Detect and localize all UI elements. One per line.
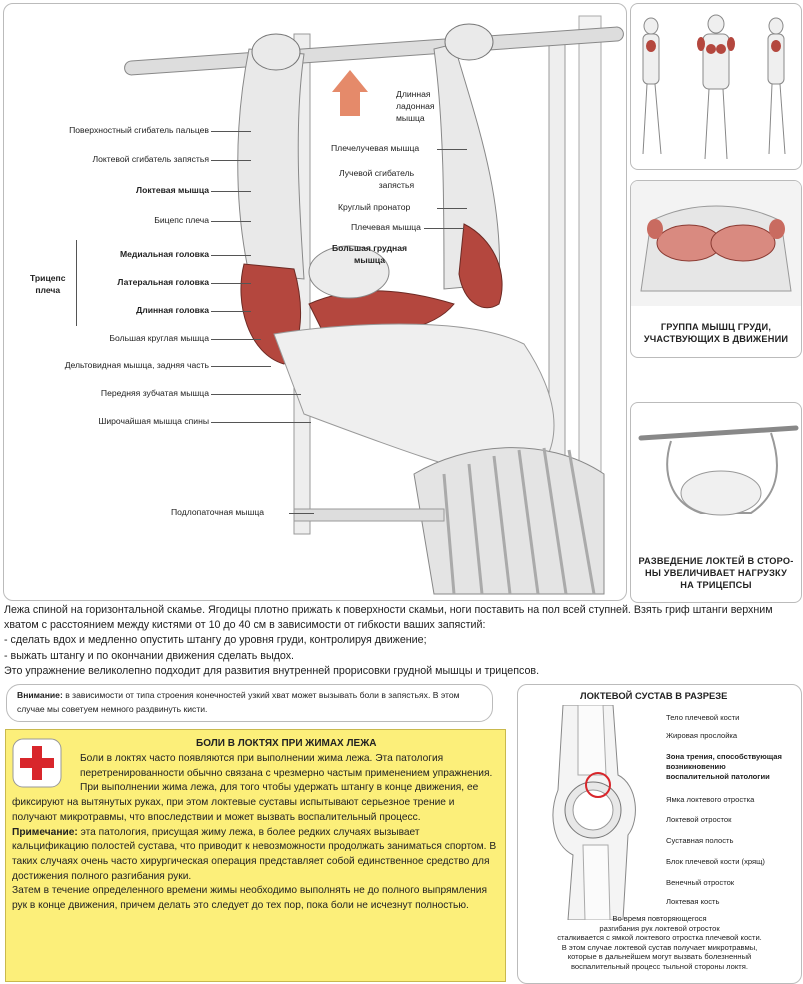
- label-flexor-carpi-ulnaris: Локтевой сгибатель запястья: [92, 154, 209, 164]
- anatomy-figures: [631, 4, 801, 169]
- label-pectoralis-major: Большая грудная мышца: [332, 243, 408, 265]
- pain-paragraph: Затем в течение определенного времени жимы необходимо выполнять не до полного выпрямления рук в конце движения, причем делать это следует до тех пор, пока боли не исчезнут полностью.: [12, 885, 487, 912]
- leader-line: [437, 208, 467, 209]
- leader-line: [211, 160, 251, 161]
- label-flexor-digitorum: Поверхностный сгибатель пальцев: [69, 125, 209, 135]
- label-coronoid-process: Венечный отросток: [666, 878, 735, 887]
- description-step: - сделать вдох и медленно опустить штангу до уровня груди, контролируя движение;: [4, 634, 427, 647]
- bench-press-drawing: [4, 4, 626, 600]
- description-paragraph: Это упражнение великолепно подходит для развития внутренней прорисовки грудной мышцы и трицепсов.: [4, 664, 540, 677]
- label-latissimus: Широчайшая мышца спины: [98, 416, 209, 426]
- label-joint-cavity: Суставная полость: [666, 836, 734, 845]
- pain-paragraph: Боли в локтях часто появляются при выполнении жима лежа. Эта патология перетренированности обычно связана с чрезмерно частым применением упражнения.: [80, 753, 493, 779]
- label-serratus-anterior: Передняя зубчатая мышца: [100, 388, 209, 398]
- label-brachialis: Плечевая мышца: [351, 222, 421, 232]
- muscle-figures-panel: [630, 3, 802, 170]
- triceps-bracket: [76, 240, 77, 326]
- label-triceps: Трицепс плеча: [30, 273, 66, 295]
- leader-line: [211, 422, 311, 423]
- label-anconeus: Локтевая мышца: [136, 185, 209, 195]
- label-biceps: Бицепс плеча: [154, 215, 209, 225]
- label-olecranon-fossa: Ямка локтевого отростка: [666, 795, 755, 804]
- elbow-caption: Во время повторяющегося разгибания рук локтевой отросток сталкивается с ямкой локтевого отростка плечевой кости. В этом случае локтевой сустав получает микротравмы, которые в дальнейшем могут вызвать болезненный воспалительный процесс тыльной стороны локтя.: [557, 914, 762, 971]
- pain-box-body: [12, 752, 498, 914]
- elbow-joint-drawing: [528, 705, 668, 920]
- label-palmaris-longus: Длинная ладонная мышца: [396, 89, 435, 123]
- leader-line: [211, 255, 251, 256]
- elbows-out-panel: [630, 402, 802, 603]
- warning-text: в зависимости от типа строения конечностей узкий хват может вызывать боли в запястьях. В этом случае мы советуем немного раздвинуть кисти.: [17, 690, 460, 714]
- label-ulna: Локтевая кость: [666, 897, 720, 906]
- label-fat-layer: Жировая прослойка: [666, 731, 738, 740]
- up-arrow-icon: [332, 70, 368, 116]
- pain-note: [12, 826, 498, 885]
- pain-box-title: БОЛИ В ЛОКТЯХ ПРИ ЖИМАХ ЛЕЖА: [196, 738, 377, 749]
- leader-line: [211, 221, 251, 222]
- label-posterior-deltoid: Дельтовидная мышца, задняя часть: [64, 360, 209, 370]
- left-hand: [252, 34, 300, 70]
- warning-label: Внимание:: [17, 690, 63, 700]
- left-arm: [238, 49, 304, 279]
- leader-line: [211, 339, 261, 340]
- main-illustration: [3, 3, 627, 601]
- label-pronator-teres: Круглый пронатор: [338, 202, 411, 212]
- elbows-out-caption: РАЗВЕДЕНИЕ ЛОКТЕЙ В СТОРО- НЫ УВЕЛИЧИВАЕТ НАГРУЗКУ НА ТРИЦЕПСЫ: [638, 556, 794, 590]
- label-subscapularis: Подлопаточная мышца: [171, 507, 265, 517]
- elbow-pain-box: [5, 729, 506, 982]
- elbow-cross-section-panel: [517, 684, 802, 984]
- leader-line: [211, 311, 251, 312]
- pain-paragraph: При выполнении жима лежа, для того чтобы удержать штангу в конце движения, ее фиксируют на вытянутых руках, при этом локтевые суставы испытывают серьезное трение и получают микротравмы, что впоследствии и может вызвать воспалительный процесс.: [12, 782, 479, 823]
- exercise-description: [4, 603, 800, 679]
- leader-line: [211, 366, 271, 367]
- warning-note: [6, 684, 493, 722]
- label-flexor-carpi-radialis: Лучевой сгибатель запястья: [339, 168, 415, 190]
- note-label: Примечание:: [12, 826, 78, 838]
- description-step: - выжать штангу и по окончании движения сделать выдох.: [4, 649, 295, 662]
- label-trochlea: Блок плечевой кости (хрящ): [666, 857, 765, 866]
- label-lateral-head: Латеральная головка: [117, 277, 209, 287]
- bench: [294, 509, 444, 521]
- label-long-head: Длинная головка: [136, 305, 209, 315]
- chest-caption: ГРУППА МЫШЦ ГРУДИ, УЧАСТВУЮЩИХ В ДВИЖЕНИИ: [643, 322, 789, 344]
- leader-line: [437, 149, 467, 150]
- leader-line: [211, 131, 251, 132]
- elbows-out-drawing: [631, 403, 801, 533]
- label-medial-head: Медиальная головка: [119, 249, 209, 259]
- leader-line: [211, 283, 251, 284]
- leader-line: [211, 394, 301, 395]
- label-brachioradialis: Плечелучевая мышца: [331, 143, 420, 153]
- description-paragraph: Лежа спиной на горизонтальной скамье. Ягодицы плотно прижать к поверхности скамьи, ноги поставить на пол всей ступней. Взять гриф штанги верхним хватом с расстоянием между кистями от 10 до 40 см в зависимости от гибкости ваших запястий:: [4, 604, 773, 632]
- leader-line: [424, 228, 464, 229]
- label-olecranon: Локтевой отросток: [666, 815, 732, 824]
- chest-muscles-panel: [630, 180, 802, 358]
- leader-line: [211, 191, 251, 192]
- label-humerus-body: Тело плечевой кости: [666, 713, 740, 722]
- elbow-panel-title: ЛОКТЕВОЙ СУСТАВ В РАЗРЕЗЕ: [580, 690, 728, 701]
- chest-drawing: [631, 181, 801, 306]
- note-text: эта патология, присущая жиму лежа, в более редких случаях вызывает кальцификацию полостей сустава, что приводит к невозможности продолжать заниматься спортом. В таких случаях очень часто хирургическая операция представляет собой единственное средство для достижения полного разгибания руки.: [12, 826, 497, 882]
- leader-line: [289, 513, 314, 514]
- right-hand: [445, 24, 493, 60]
- label-friction-zone: Зона трения, способствующая возникновению воспалительной патологии: [666, 752, 782, 781]
- label-teres-major: Большая круглая мышца: [109, 333, 209, 343]
